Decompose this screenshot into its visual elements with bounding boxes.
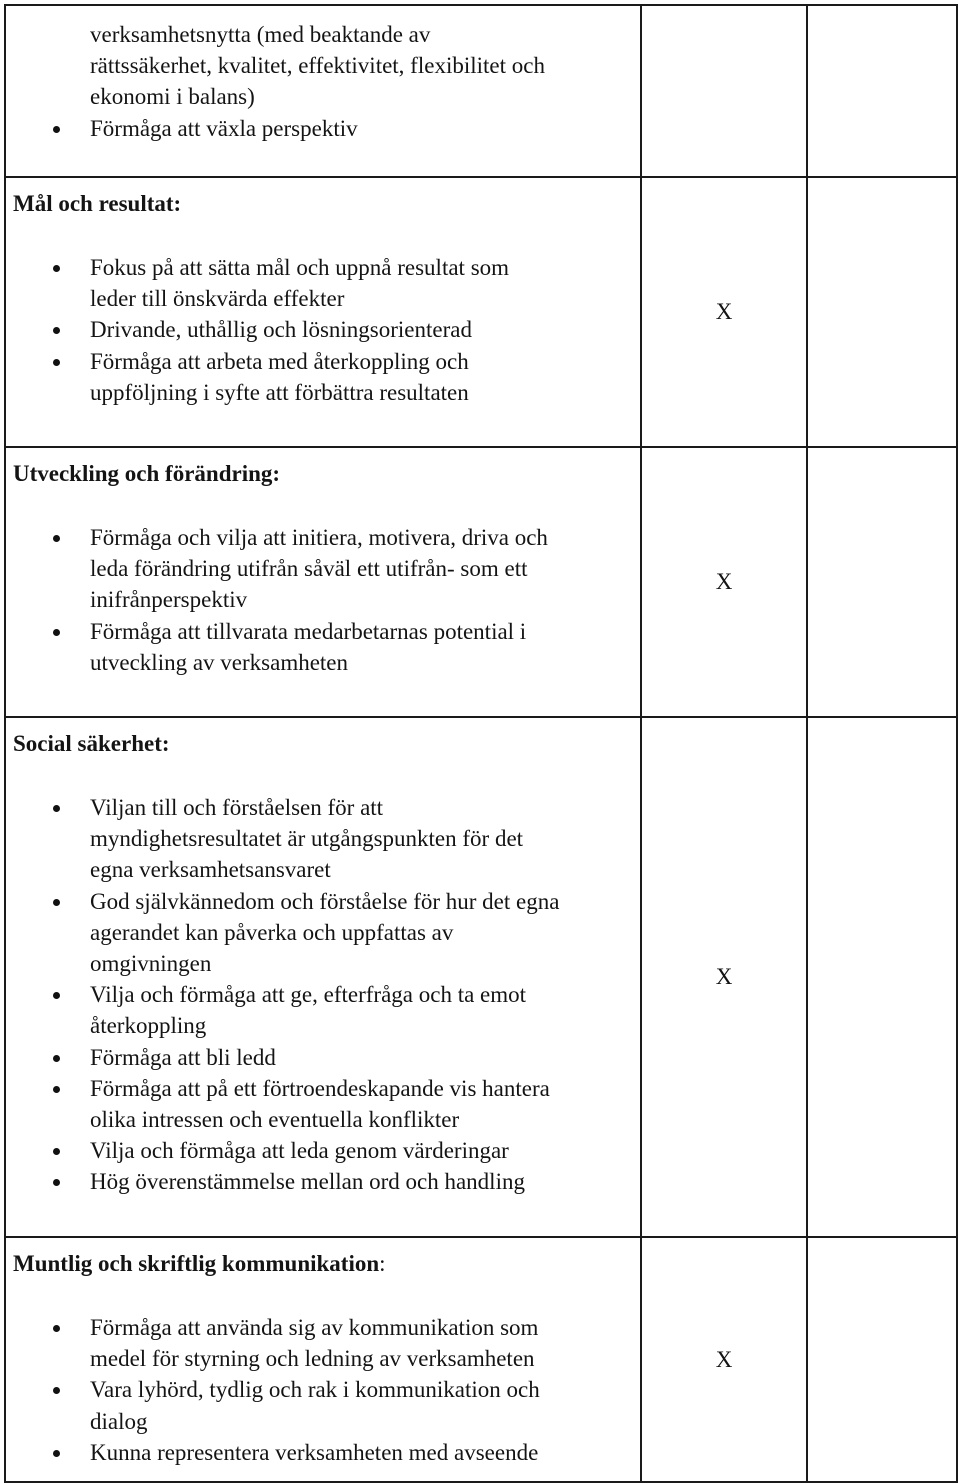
text-line: myndighetsresultatet är utgångspunkten för det <box>90 826 524 852</box>
assessment-mark-cell <box>641 1237 807 1482</box>
bullet-icon <box>53 1387 60 1394</box>
bullet-icon <box>53 629 60 636</box>
competency-description-cell <box>5 717 641 1237</box>
competency-description <box>6 188 640 408</box>
assessment-mark: X <box>715 1346 733 1372</box>
assessment-mark-cell <box>641 447 807 717</box>
text-line: Vara lyhörd, tydlig och rak i kommunikation och <box>90 1377 540 1403</box>
text-line: Viljan till och förståelsen för att <box>90 795 384 820</box>
text-line: återkoppling <box>90 1013 207 1039</box>
text-line: leder till önskvärda effekter <box>90 286 345 312</box>
bullet-icon <box>53 359 60 366</box>
empty-cell <box>807 717 957 1237</box>
competency-row <box>5 1237 957 1482</box>
text-line: God självkännedom och förståelse för hur det egna <box>90 888 560 914</box>
text-line: Vilja och förmåga att leda genom värderingar <box>90 1138 509 1164</box>
list-item <box>13 616 634 678</box>
list-item <box>13 1073 634 1135</box>
competency-heading-text: Muntlig och skriftlig kommunikation <box>13 1251 380 1276</box>
list-item <box>13 1135 634 1166</box>
bullet-icon <box>53 1450 60 1457</box>
list-item <box>13 252 634 314</box>
text-line: uppföljning i syfte att förbättra resultaten <box>90 379 469 405</box>
competency-row <box>5 447 957 717</box>
assessment-mark: X <box>715 964 733 989</box>
competency-description-cell <box>5 447 641 717</box>
text-line: verksamhetsnytta (med beaktande av <box>90 22 431 47</box>
text-line: Förmåga att använda sig av kommunikation som <box>90 1315 539 1340</box>
competency-row <box>5 5 957 177</box>
text-line: egna verksamhetsansvaret <box>90 857 331 883</box>
competency-row <box>5 717 957 1237</box>
assessment-mark-cell <box>641 177 807 447</box>
competency-description-cell <box>5 1237 641 1482</box>
empty-cell <box>807 5 957 177</box>
list-item <box>13 1042 634 1073</box>
bullet-icon <box>53 1055 60 1062</box>
heading-spacer <box>13 1279 634 1312</box>
competency-description <box>6 1248 640 1468</box>
competency-list <box>13 1312 634 1468</box>
bullet-icon <box>53 535 60 542</box>
text-line: Förmåga att tillvarata medarbetarnas potential i <box>90 618 527 644</box>
empty-cell <box>807 447 957 717</box>
list-item <box>13 522 634 616</box>
text-line: Förmåga och vilja att initiera, motivera, driva och <box>90 525 548 550</box>
bullet-icon <box>53 265 60 272</box>
bullet-icon <box>53 1148 60 1155</box>
text-line: medel för styrning och ledning av verksamheten <box>90 1346 535 1372</box>
text-line: Förmåga att växla perspektiv <box>90 115 358 141</box>
text-line: agerandet kan påverka och uppfattas av <box>90 919 454 945</box>
text-line: Förmåga att bli ledd <box>90 1044 276 1070</box>
text-line: omgivningen <box>90 951 212 977</box>
text-line: Fokus på att sätta mål och uppnå resultat som <box>90 255 510 280</box>
heading-spacer <box>13 759 634 792</box>
competency-description <box>6 728 640 1198</box>
list-item <box>13 1166 634 1197</box>
text-line: utveckling av verksamheten <box>90 649 349 675</box>
bullet-icon <box>53 126 60 133</box>
competency-table <box>4 4 958 1483</box>
assessment-mark-cell <box>641 717 807 1237</box>
text-line: Vilja och förmåga att ge, efterfråga och ta emot <box>90 982 527 1008</box>
heading-spacer <box>13 219 634 252</box>
competency-heading <box>13 188 634 219</box>
assessment-mark-cell <box>641 5 807 177</box>
assessment-mark: X <box>715 299 733 324</box>
competency-list <box>13 792 634 1198</box>
assessment-mark: X <box>715 569 733 594</box>
competency-heading-text: Mål och resultat: <box>13 191 182 216</box>
heading-spacer <box>13 489 634 522</box>
text-line: dialog <box>90 1408 148 1434</box>
list-item <box>13 113 634 144</box>
competency-heading-text: Social säkerhet: <box>13 731 170 756</box>
competency-list <box>13 252 634 408</box>
empty-cell <box>807 177 957 447</box>
text-line: inifrånperspektiv <box>90 587 248 613</box>
competency-heading <box>13 1248 634 1279</box>
text-line: Hög överenstämmelse mellan ord och handling <box>90 1169 525 1195</box>
competency-heading-text: Utveckling och förändring: <box>13 461 281 486</box>
bullet-icon <box>53 1325 60 1332</box>
competency-table-body <box>5 5 957 1482</box>
list-item <box>13 346 634 408</box>
competency-heading <box>13 728 634 759</box>
list-item <box>13 792 634 886</box>
list-item <box>13 1312 634 1374</box>
competency-list <box>13 522 634 678</box>
continued-item-text <box>13 19 634 113</box>
competency-row <box>5 177 957 447</box>
bullet-icon <box>53 327 60 334</box>
empty-cell <box>807 1237 957 1482</box>
competency-description-cell <box>5 5 641 177</box>
list-item <box>13 886 634 980</box>
text-line: Kunna representera verksamheten med avseende <box>90 1439 539 1465</box>
bullet-icon <box>53 1179 60 1186</box>
text-line: Förmåga att arbeta med återkoppling och <box>90 348 469 374</box>
competency-description-cell <box>5 177 641 447</box>
text-line: Förmåga att på ett förtroendeskapande vis hantera <box>90 1075 550 1101</box>
text-line: Drivande, uthållig och lösningsorienterad <box>90 317 472 343</box>
list-item <box>13 1374 634 1436</box>
bullet-icon <box>53 805 60 812</box>
text-line: rättssäkerhet, kvalitet, effektivitet, flexibilitet och <box>90 53 545 79</box>
competency-description <box>6 458 640 678</box>
list-item <box>13 314 634 345</box>
text-line: olika intressen och eventuella konflikter <box>90 1107 460 1133</box>
text-line: leda förändring utifrån såväl ett utifrån- som ett <box>90 556 528 582</box>
bullet-icon <box>53 899 60 906</box>
bullet-icon <box>53 992 60 999</box>
competency-list <box>13 113 634 144</box>
text-line: ekonomi i balans) <box>90 84 255 110</box>
competency-heading-suffix: : <box>379 1251 386 1276</box>
list-item <box>13 1437 634 1468</box>
competency-description <box>6 6 640 144</box>
competency-heading <box>13 458 634 489</box>
list-item <box>13 979 634 1041</box>
bullet-icon <box>53 1086 60 1093</box>
